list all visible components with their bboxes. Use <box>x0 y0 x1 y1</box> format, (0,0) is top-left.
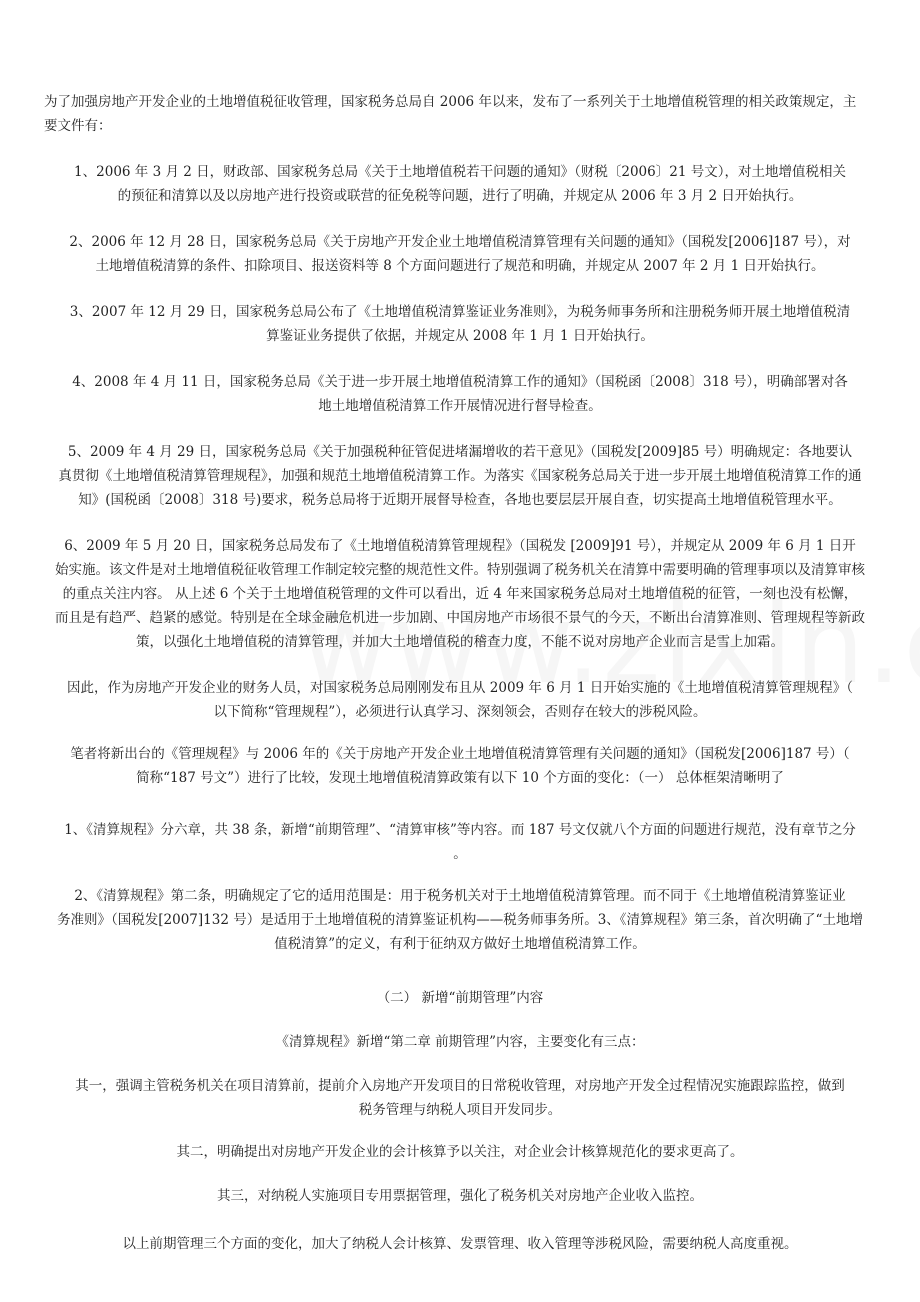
text-line: 算鉴证业务提供了依据，并规定从 2008 年 1 月 1 日开始执行。 <box>266 328 654 344</box>
text-line: 而且是有趋严、趋紧的感觉。特别是在全球金融危机进一步加剧、中国房地产市场很不景气的今天，不断出台清算准则、管理规程等新政 <box>55 610 865 626</box>
text-line: 其三，对纳税人实施项目专用票据管理，强化了税务机关对房地产企业收入监控。 <box>217 1188 703 1204</box>
text-line: 2、2006 年 12 月 28 日，国家税务总局《关于房地产开发企业土地增值税清算管理有关问题的通知》（国税发[2006]187 号），对 <box>69 234 851 250</box>
text-line: 其一，强调主管税务机关在项目清算前，提前介入房地产开发项目的日常税收管理，对房地产开发全过程情况实施跟踪监控，做到 <box>75 1078 845 1094</box>
text-line: 策，以强化土地增值税的清算管理，并加大土地增值税的稽查力度，不能不说对房地产企业而言是雪上加霜。 <box>136 634 784 650</box>
text-line: 其二，明确提出对房地产开发企业的会计核算予以关注，对企业会计核算规范化的要求更高了。 <box>176 1144 744 1160</box>
comparison-paragraph <box>44 742 876 790</box>
text-line: 以下简称“管理规程”），必须进行认真学习、深刻领会，否则存在较大的涉税风险。 <box>213 704 707 720</box>
text-line: 值税清算”的定义，有利于征纳双方做好土地增值税清算工作。 <box>274 936 646 952</box>
text-line: 简称“187 号文”）进行了比较，发现土地增值税清算政策有以下 10 个方面的变化：（一） 总体框架清晰明了 <box>136 770 784 786</box>
text-line: 5、2009 年 4 月 29 日，国家税务总局《关于加强税种征管促进堵漏增收的若干意见》（国税发[2009]85 号）明确规定：各地要认 <box>67 444 853 460</box>
text-line: 1、2006 年 3 月 2 日，财政部、国家税务总局《关于土地增值税若干问题的通知》（财税〔2006〕21 号文），对土地增值税相关 <box>74 164 846 180</box>
text-line: （二） 新增“前期管理”内容 <box>376 990 544 1006</box>
text-line: 要文件有： <box>44 118 112 134</box>
point-one <box>44 1074 876 1122</box>
text-line: 1、《清算规程》分六章，共 38 条，新增“前期管理”、“清算审核”等内容。而 187 号文仅就八个方面的问题进行规范，没有章节之分 <box>64 822 856 838</box>
text-line: 以上前期管理三个方面的变化，加大了纳税人会计核算、发票管理、收入管理等涉税风险，需要纳税人高度重视。 <box>122 1236 798 1252</box>
text-line: 2、《清算规程》第二条，明确规定了它的适用范围是：用于税务机关对于土地增值税清算管理。而不同于《土地增值税清算鉴证业 <box>74 888 846 904</box>
point-three <box>44 1184 876 1208</box>
point-two <box>44 1140 876 1164</box>
text-line: 务准则》（国税发[2007]132 号）是适用于土地增值税的清算鉴证机构——税务师事务所。3、《清算规程》第三条，首次明确了“土地增 <box>57 912 863 928</box>
section-heading <box>44 986 876 1010</box>
list-item-6 <box>44 534 876 654</box>
text-line: 3、2007 年 12 月 29 日，国家税务总局公布了《土地增值税清算鉴证业务准则》，为税务师事务所和注册税务师开展土地增值税清 <box>69 304 851 320</box>
intro-paragraph <box>44 90 876 138</box>
text-line: 土地增值税清算的条件、扣除项目、报送资料等 8 个方面问题进行了规范和明确，并规定从 2007 年 2 月 1 日开始执行。 <box>95 258 825 274</box>
list-item-2 <box>44 230 876 278</box>
text-line: 为了加强房地产开发企业的土地增值税征收管理，国家税务总局自 2006 年以来，发布了一系列关于土地增值税管理的相关政策规定，主 <box>44 94 857 110</box>
text-line: 的预征和清算以及以房地产进行投资或联营的征免税等问题，进行了明确，并规定从 2006 年 3 月 2 日开始执行。 <box>117 188 803 204</box>
summary-paragraph <box>44 1232 876 1256</box>
section-intro <box>44 1030 876 1054</box>
change-item-1 <box>44 818 876 866</box>
text-line: 6、2009 年 5 月 20 日，国家税务总局发布了《土地增值税清算管理规程》（国税发 [2009]91 号），并规定从 2009 年 6 月 1 日开 <box>64 538 856 554</box>
text-line: 4、2008 年 4 月 11 日，国家税务总局《关于进一步开展土地增值税清算工作的通知》（国税函〔2008〕318 号），明确部署对各 <box>72 374 848 390</box>
text-line: 知》(国税函〔2008〕318 号)要求，税务总局将于近期开展督导检查，各地也要层层开展自查，切实提高土地增值税管理水平。 <box>78 492 842 508</box>
text-line: 始实施。该文件是对土地增值税征收管理工作制定较完整的规范性文件。特别强调了税务机关在清算中需要明确的管理事项以及清算审核 <box>55 562 865 578</box>
text-line: 地土地增值税清算工作开展情况进行督导检查。 <box>318 398 602 414</box>
list-item-5 <box>44 440 876 512</box>
list-item-3 <box>44 300 876 348</box>
text-line: 的重点关注内容。 从上述 6 个关于土地增值税管理的文件可以看出，近 4 年来国家税务总局对土地增值税的征管，一刻也没有松懈， <box>62 586 858 602</box>
text-line: 笔者将新出台的《管理规程》与 2006 年的《关于房地产开发企业土地增值税清算管理有关问题的通知》（国税发[2006]187 号）（ <box>70 746 850 762</box>
conclusion-paragraph <box>44 676 876 724</box>
text-line: 税务管理与纳税人项目开发同步。 <box>358 1102 562 1118</box>
text-line: 《清算规程》新增“第二章 前期管理”内容，主要变化有三点： <box>275 1034 645 1050</box>
text-line: 真贯彻《土地增值税清算管理规程》，加强和规范土地增值税清算工作。为落实《国家税务总局关于进一步开展土地增值税清算工作的通 <box>58 468 862 484</box>
text-line: 因此，作为房地产开发企业的财务人员，对国家税务总局刚刚发布且从 2009 年 6 月 1 日开始实施的《土地增值税清算管理规程》（ <box>66 680 854 696</box>
list-item-4 <box>44 370 876 418</box>
text-line: 。 <box>453 846 467 862</box>
list-item-1 <box>44 160 876 208</box>
change-item-2 <box>44 884 876 956</box>
